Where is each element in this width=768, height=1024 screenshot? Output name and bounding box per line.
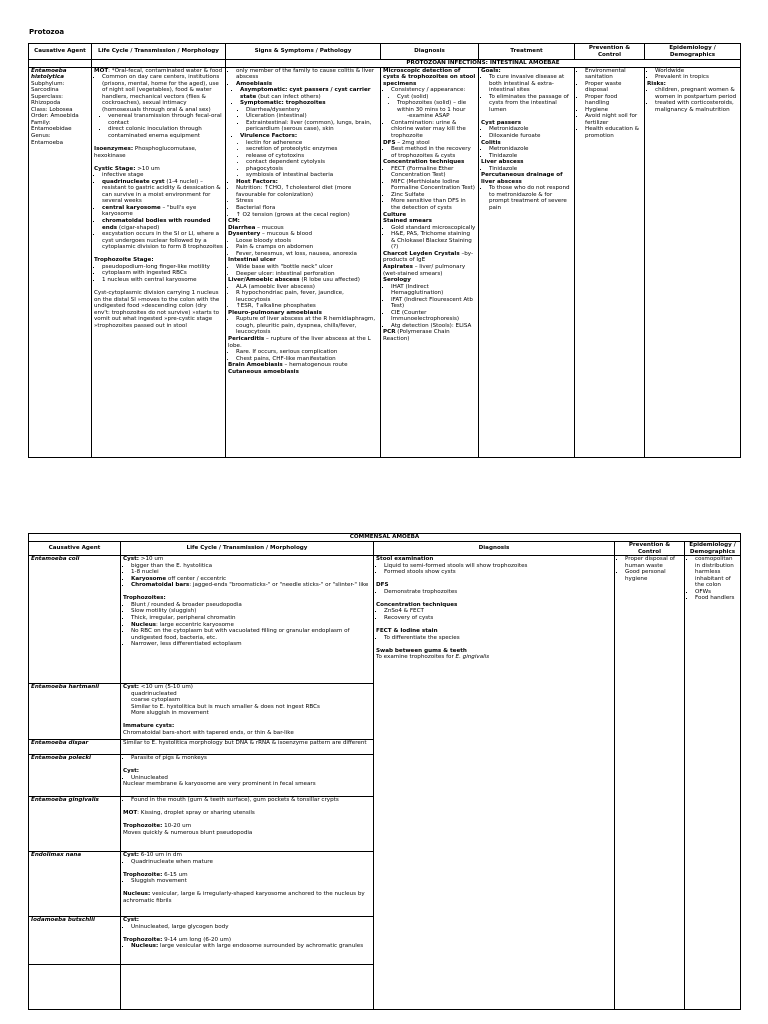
list-item: ▪ MIFC (Merthiolate Iodine Formaline Concentration Test)	[391, 179, 476, 192]
taxonomy-line: Superclass:	[31, 93, 64, 100]
taxonomy-line: Subphylum:	[31, 80, 65, 87]
column-header: Diagnosis	[374, 542, 615, 556]
list-item: ▪ Asymptomatic: cyst passers / cyst carrier state (but can infect others)	[240, 87, 378, 100]
agent-name: Endolimax nana	[29, 852, 121, 917]
causative-agent-cell	[29, 67, 92, 457]
table-header-row	[29, 542, 741, 556]
list-item: ▪ Proper waste disposal	[585, 81, 642, 94]
list-item: ▪ Metronidazole	[489, 146, 572, 153]
list-item: ▪ Best method in the recovery of trophozoites & cysts	[391, 146, 476, 159]
agent-name: histolytica	[31, 74, 64, 81]
agent-name: Entamoeba polecki	[29, 755, 121, 797]
list-item: ▪ Environmental sanitation	[585, 68, 642, 81]
list-item: ▪ Proper food handling	[585, 94, 642, 107]
column-header: Diagnosis	[381, 44, 479, 60]
page-title: Protozoa	[29, 28, 65, 36]
list-item: • secretion of proteolytic enzymes	[246, 146, 378, 153]
isoenzymes-text: Phosphoglucomutase, hexokinase	[94, 146, 197, 159]
column-header: Causative Agent	[29, 44, 92, 60]
list-item: ▪ Metronidazole	[489, 126, 572, 133]
list-item: ▪ To eliminates the passage of cysts from the intestinal lumen	[489, 94, 572, 114]
list-item: ▪ Nucleus: large eccentric karyosome	[131, 622, 371, 629]
epidemiology-cell	[685, 556, 741, 1010]
list-item: • Chest pains, CHF-like manifestation	[236, 356, 378, 363]
list-item: • symbiosis of intestinal bacteria	[246, 172, 378, 179]
list-item: ▪ Good personal hygiene	[625, 569, 682, 582]
agent-name: Entamoeba hartmanii	[29, 684, 121, 740]
list-item: ▪ OFWs	[695, 589, 738, 596]
list-item: • phagocytosis	[246, 166, 378, 173]
column-header: Epidemiology / Demographics	[645, 44, 741, 60]
life-cycle-cell: Cyst: <10 um (5-10 um) quadrinucleated coarse cytoplasm Similar to E. hystolitica but is much smaller & does not ingest RBCs More sluggish in movement Immature cysts: Chromatoidal bars-short with tapered ends, or thin & bar-like	[121, 684, 374, 740]
life-cycle-cell	[92, 67, 226, 457]
section-banner: PROTOZOAN INFECTIONS: INTESTINAL AMOEBAE	[226, 60, 741, 68]
column-header: Causative Agent	[29, 542, 121, 556]
list-item: ▪ FECT (Formaline Ether Concentration Test)	[391, 166, 476, 179]
list-item: ▪ No RBC on the cytoplasm but with vacuolated filling or granular endoplasm of undigested food, bacteria, etc.	[131, 628, 371, 641]
table-row	[29, 67, 741, 457]
list-item: ▪ Recovery of cysts	[384, 615, 612, 622]
list-item: ▪ To differentiate the species	[384, 635, 612, 642]
list-item: • Rare. If occurs, serious complication	[236, 349, 378, 356]
agent-name: Entamoeba	[31, 67, 67, 74]
list-item: • lectin for adherence	[246, 140, 378, 147]
list-item: ▪ Diarrhea/dysentery	[246, 107, 378, 114]
list-item: • contact dependent cytolysis	[246, 159, 378, 166]
column-header: Life Cycle / Transmission / Morphology	[121, 542, 374, 556]
list-item: • Fever, tenesmus, wt loss, nausea, anorexia	[236, 251, 378, 258]
life-cycle-cell: Cyst: >10 um ▪ bigger than the E. hystolitica ▪ 1-8 nuclei ▪ Karyosome off center / eccentric ▪ Chromatoidal bars: jagged-ends "broomsticks-" or "needle sticks-" or "slinter-" like Trophozoites: ▪ Blunt / rounded & broader pseudopodia ▪ Slow motility (sluggish) ▪ Thick, irregular, peripheral chromatin ▪ Nucleus: large eccentric karyosome ▪ No RBC on the cytoplasm but with vacuolated filling or granular endoplasm of undigested food, bacteria, etc. ▪ Narrower, less differentiated ectoplasm	[121, 556, 374, 684]
list-item: ▪ cytoplasm with ingested RBCs	[102, 270, 223, 277]
list-item: • Trophozoites (solid) – die within 30 mins to 1 hour	[397, 100, 476, 113]
list-item: ▪ Thick, irregular, peripheral chromatin	[131, 615, 371, 622]
agent-name: Iodamoeba butschlii	[29, 917, 121, 965]
life-cycle-cell: ▪ Parasite of pigs & monkeys Cyst: ▪ Uninucleated Nuclear membrane & karyosome are very prominent in fecal smears	[121, 755, 374, 797]
taxonomy-line: Family:	[31, 119, 51, 126]
list-item: ▪ Contamination: urine & chlorine water may kill the trophozoite	[391, 120, 476, 140]
cycle-description: Cyst-cytoplasmic division carrying 1 nucleus on the distal SI »moves to the colon with the undigested food »descending colon (dry env't: trophozoites do not survive) »starts to vomit out what ingested »pre-cystic stage »trophozoites passed out in stool	[94, 289, 220, 329]
list-item: ▪ Parasite of pigs & monkeys	[131, 755, 371, 762]
taxonomy-line: Class: Lobosea	[31, 106, 73, 113]
list-item: ▪ quadrinucleate cyst (1-4 nuclei) – resistant to gastric acidity & dessication & can survive in a moist environment for several weeks	[102, 179, 223, 205]
taxonomy-line: Sarcodina	[31, 87, 59, 94]
list-item: ▪ 1-8 nuclei	[131, 569, 371, 576]
epidemiology-cell: ▪ Worldwide ▪ Prevalent in tropics Risks: ▪ children, pregnant women & women in postpartum period ▪ treated with corticosteroids, malignancy & malnutrition	[645, 67, 741, 457]
list-item: ▪ Narrower, less differentiated ectoplasm	[131, 641, 371, 648]
signs-symptoms-cell: ▪ only member of the family to cause colitis & liver abscess ▪ Amoebiasis ▪ Asymptomatic: cyst passers / cyst carrier state (but can infect others) ▪ Symptomatic: trophozoites ▪ Diarrhea/dysentery ▪ Ulceration (intestinal) ▪ Extraintestinal: liver (common), lungs, brain, pericardium (serous case), skin ▪ Virulence Factors: • lectin for adherence • secretion of proteolytic enzymes • release of cytotoxins • contact dependent cytolysis • phagocytosis • symbiosis of intestinal bacteria ▪ Host Factors: • Nutrition: ↑CHO, ↑cholesterol diet (more favourable for colonization) • Stress • Bacterial flora • ↑ O2 tension (grows at the cecal region) CM: Diarrhea – mucous Dysentery – mucous & blood • Loose bloody stools • Pain & cramps on abdomen • Fever, tenesmus, wt loss, nausea, anorexia Intestinal ulcer • Wide base with "bottle neck" ulcer • Deeper ulcer: intestinal perforation Liver/Amoebic abscess (R lobe usu affected) • ALA (amoebic liver abscess) • R hypochondriac pain, fever, jaundice, leucocytosis • ↑ESR, ↑alkaline phosphates Pleuro-pulmonary amoebiasis • Rupture of liver abscess at the R hemidiaphragm, cough, pleuritic pain, dyspnea, chills/fever, leucocytosis Pericarditis – rupture of the liver abscess at the L lobe. • Rare. If occurs, serious complication • Chest pains, CHF-like manifestation Brain Amoebiasis – hematogenous route Cutaneous amoebiasis	[226, 67, 381, 457]
list-item: • Stress	[236, 198, 378, 205]
list-item: ▪ Prevalent in tropics	[655, 74, 738, 81]
agent-name: Entamoeba gingivalis	[29, 797, 121, 852]
list-item: ▪ direct colonic inoculation through contaminated enema equipment	[108, 126, 223, 139]
list-item: ▪ Zinc Sulfate	[391, 192, 476, 199]
trophozoite-stage-label: Trophozoite Stage:	[94, 257, 154, 264]
table-row	[29, 556, 741, 684]
list-item: ▪ Virulence Factors:	[240, 133, 378, 140]
column-header: Epidemiology / Demographics	[685, 542, 741, 556]
list-item: ▪ children, pregnant women & women in postpartum period	[655, 87, 738, 100]
list-item: ▪ 1 nucleus with central karyosome	[102, 277, 223, 284]
column-header: Signs & Symptoms / Pathology	[226, 44, 381, 60]
list-item: ▪ Avoid night soil for fertilizer	[585, 113, 642, 126]
list-item: ▪ More sensitive than DFS in the detection of cysts	[391, 198, 476, 211]
list-item: • Nutrition: ↑CHO, ↑cholesterol diet (more favourable for colonization)	[236, 185, 378, 198]
isoenzymes-label: Isoenzymes:	[94, 146, 134, 153]
list-item: ▪ bigger than the E. hystolitica	[131, 563, 371, 570]
column-header: Prevention & Control	[575, 44, 645, 60]
list-item: • Cyst (solid)	[397, 94, 476, 101]
list-item: ▪ Quadrinucleate when mature	[131, 859, 371, 866]
list-item: ▪ Karyosome off center / eccentric	[131, 576, 371, 583]
list-item: ▪ chromatoidal bodies with rounded ends (cigar-shaped)	[102, 218, 223, 231]
column-header: Prevention & Control	[615, 542, 685, 556]
list-item: ▪ Amoebiasis	[236, 81, 378, 88]
list-item: • Rupture of liver abscess at the R hemidiaphragm, cough, pleuritic pain, dyspnea, chills/fever, leucocytosis	[236, 316, 378, 336]
list-item: ▪ Tinidazole	[489, 153, 572, 160]
life-cycle-cell: Cyst: 6-10 um in dm ▪ Quadrinucleate when mature Trophozoite: 6-15 um ▪ Sluggish movement Nucleus: vesicular, large & irregularly-shaped karyosome anchored to the nucleus by achromatic fibrils	[121, 852, 374, 917]
list-item: • Wide base with "bottle neck" ulcer	[236, 264, 378, 271]
list-item: ▪ Worldwide	[655, 68, 738, 75]
list-item: • Deeper ulcer: intestinal perforation	[236, 271, 378, 278]
list-item: ▪ Symptomatic: trophozoites	[240, 100, 378, 107]
list-item: ▪ Hygiene	[585, 107, 642, 114]
list-item: ▪ excystation occurs in the SI or LI, where a cyst undergoes nuclear followed by a cytoplasmic division to form 8 trophozoites	[102, 231, 223, 251]
list-item: ▪ IHAT (Indirect Hemagglutination)	[391, 284, 476, 297]
commensal-amoeba-table	[28, 533, 741, 1010]
life-cycle-cell: Similar to E. hystolitica morphology but DNA & rRNA & isoenzyme pattern are different	[121, 740, 374, 755]
taxonomy-line: Entamoebidae	[31, 126, 72, 133]
list-item: ▪ To cure invasive disease at both intestinal & extra-intestinal sites	[489, 74, 572, 94]
list-item: • Bacterial flora	[236, 205, 378, 212]
list-item: ▪ Uninucleated, large glycogen body	[131, 924, 371, 931]
list-item: ▪ pseudopodium-long finger-like motility	[102, 264, 223, 271]
list-item: ▪ Common on day care centers, institutions (prisons, mental, home for the aged), use of night soil (vegetables), food & water handlers, mechanical vectors (flies & cockroaches), sexual intimacy (homosexuals through oral & anal sex)	[102, 74, 223, 113]
agent-name: Entamoeba dispar	[29, 740, 121, 755]
protozoan-infections-table	[28, 43, 741, 458]
cyst-stage-label: Cystic Stage:	[94, 165, 136, 172]
list-item: ▪ Chromatoidal bars: jagged-ends "broomsticks-" or "needle sticks-" or "slinter-" like	[131, 582, 371, 589]
list-item: ▪ Liquid to semi-formed stools will show trophozoites	[384, 563, 612, 570]
list-item: ▪ only member of the family to cause colitis & liver abscess	[236, 68, 378, 81]
list-item: ▪ venereal transmission through fecal-oral contact	[108, 113, 223, 126]
prevention-cell	[575, 67, 645, 457]
cyst-stage-text: >10 um	[135, 165, 160, 172]
table-header-row	[29, 44, 741, 60]
list-item: ▪ Nucleus: large vesicular with large endosome surrounded by achromatic granules	[131, 943, 371, 950]
list-item: ▪ infective stage	[102, 172, 223, 179]
list-item: ▪ Ulceration (intestinal)	[246, 113, 378, 120]
column-header: Treatment	[479, 44, 575, 60]
list-item: ▪ Health education & promotion	[585, 126, 642, 139]
list-item: ▪ Extraintestinal: liver (common), lungs, brain, pericardium (serous case), skin	[246, 120, 378, 133]
taxonomy-line: Entamoeba	[31, 139, 63, 146]
list-item: ▪ H&E, PAS, Trichome staining & Chlokasel Blackez Staining (?)	[391, 231, 476, 251]
column-header: Life Cycle / Transmission / Morphology	[92, 44, 226, 60]
list-item: • ↑ESR, ↑alkaline phosphates	[236, 303, 378, 310]
list-item: • ALA (amoebic liver abscess)	[236, 284, 378, 291]
list-item: • release of cytotoxins	[246, 153, 378, 160]
list-item: ▪ To those who do not respond to metronidazole & for prompt treatment of severe pain	[489, 185, 572, 211]
section-banner: COMMENSAL AMOEBA	[29, 534, 741, 542]
list-item: ▪ Consistency / appearance:	[391, 87, 476, 94]
list-item: ▪ Formed stools show cysts	[384, 569, 612, 576]
list-item: ▪ Atg detection (Stools): ELISA	[391, 323, 476, 330]
list-item: • Pain & cramps on abdomen	[236, 244, 378, 251]
diagnosis-cell: Microscopic detection of cysts & trophozoites on stool specimens ▪ Consistency / appearance: • Cyst (solid) • Trophozoites (solid) – die within 30 mins to 1 hour -examine ASAP ▪ Contamination: urine & chlorine water may kill the trophozoite DFS – 2mg stool ▪ Best method in the recovery of trophozoites & cysts Concentration techniques ▪ FECT (Formaline Ether Concentration Test) ▪ MIFC (Merthiolate Iodine Formaline Concentration Test) ▪ Zinc Sulfate ▪ More sensitive than DFS in the detection of cysts Culture Stained smears ▪ Gold standard microscopically ▪ H&E, PAS, Trichome staining & Chlokasel Blackez Staining (?) Charcot Leyden Crystals –by-products of IgE Aspirates – liver/ pulmonary (wet-stained smears) Serology ▪ IHAT (Indirect Hemagglutination) ▪ IFAT (Indirect Flourescent Atb Test) ▪ CIE (Counter Immunoelectrophoresis) ▪ Atg detection (Stools): ELISA PCR (Polymerase Chain Reaction)	[381, 67, 479, 457]
list-item: • Loose bloody stools	[236, 238, 378, 245]
list-item: ▪ Host Factors:	[236, 179, 378, 186]
treatment-cell: Goals: ▪ To cure invasive disease at both intestinal & extra-intestinal sites ▪ To eliminates the passage of cysts from the intestinal lumen Cyst passers ▪ Metronidazole ▪ Diloxanide furoate Colitis ▪ Metronidazole ▪ Tinidazole Liver abscess ▪ Tinidazole Percutaneous drainage of liver abscess ▪ To those who do not respond to metronidazole & for prompt treatment of severe pain	[479, 67, 575, 457]
list-item: ▪ CIE (Counter Immunoelectrophoresis)	[391, 310, 476, 323]
list-item: ▪ ZnSo4 & FECT	[384, 608, 612, 615]
list-item: ▪ Sluggish movement	[131, 878, 371, 885]
taxonomy-line: Rhizopoda	[31, 100, 61, 107]
list-item: ▪ Diloxanide furoate	[489, 133, 572, 140]
life-cycle-cell: Cyst: ▪ Uninucleated, large glycogen body Trophozoite: 9-14 um long (6-20 um) ▪ Nucleus: large vesicular with large endosome surrounded by achromatic granules	[121, 917, 374, 965]
life-cycle-cell: ▪ Found in the mouth (gum & teeth surface), gum pockets & tonsillar crypts MOT: Kissing, droplet spray or sharing utensils Trophozoite: 10-20 um Moves quickly & numerous blunt pseudopodia	[121, 797, 374, 852]
mot-label: MOT	[94, 67, 109, 74]
agent-name: Entamoeba coli	[29, 556, 121, 684]
diagnosis-cell: Stool examination ▪ Liquid to semi-formed stools will show trophozoites ▪ Formed stools show cysts DFS ▪ Demonstrate trophozoites Concentration techniques ▪ ZnSo4 & FECT ▪ Recovery of cysts FECT & Iodine stain ▪ To differentiate the species Swab between gums & teeth To examine trophozoites for E. gingivalis	[374, 556, 615, 1010]
list-item: ▪ Uninucleated	[131, 775, 371, 782]
list-item: ▪ Blunt / rounded & broader pseudopodia	[131, 602, 371, 609]
list-item: ▪ Proper disposal of human waste	[625, 556, 682, 569]
taxonomy-line: Order: Amoebida	[31, 113, 79, 120]
list-item: ▪ cosmopolitan in distribution harmless inhabitant of the colon	[695, 556, 738, 589]
list-item: ▪ Slow motility (sluggish)	[131, 608, 371, 615]
taxonomy-line: Genus:	[31, 133, 51, 140]
list-item: ▪ Found in the mouth (gum & teeth surface), gum pockets & tonsillar crypts	[131, 797, 371, 804]
list-item: ▪ Food handlers	[695, 595, 738, 602]
list-item: ▪ Tinidazole	[489, 166, 572, 173]
list-item: • R hypochondriac pain, fever, jaundice, leucocytosis	[236, 290, 378, 303]
list-item: • ↑ O2 tension (grows at the cecal region)	[236, 212, 378, 219]
prevention-cell	[615, 556, 685, 1010]
cm-label: CM:	[228, 218, 240, 225]
list-item: ▪ Demonstrate trophozoites	[384, 589, 612, 596]
mot-text: : *Oral-fecal, contaminated water & food	[108, 67, 223, 74]
list-item: ▪ Gold standard microscopically	[391, 225, 476, 232]
list-item: ▪ IFAT (Indirect Flourescent Atb Test)	[391, 297, 476, 310]
list-item: ▪ treated with corticosteroids, malignancy & malnutrition	[655, 100, 738, 113]
list-item: ▪ central karyosome – "bull's eye karyosome	[102, 205, 223, 218]
